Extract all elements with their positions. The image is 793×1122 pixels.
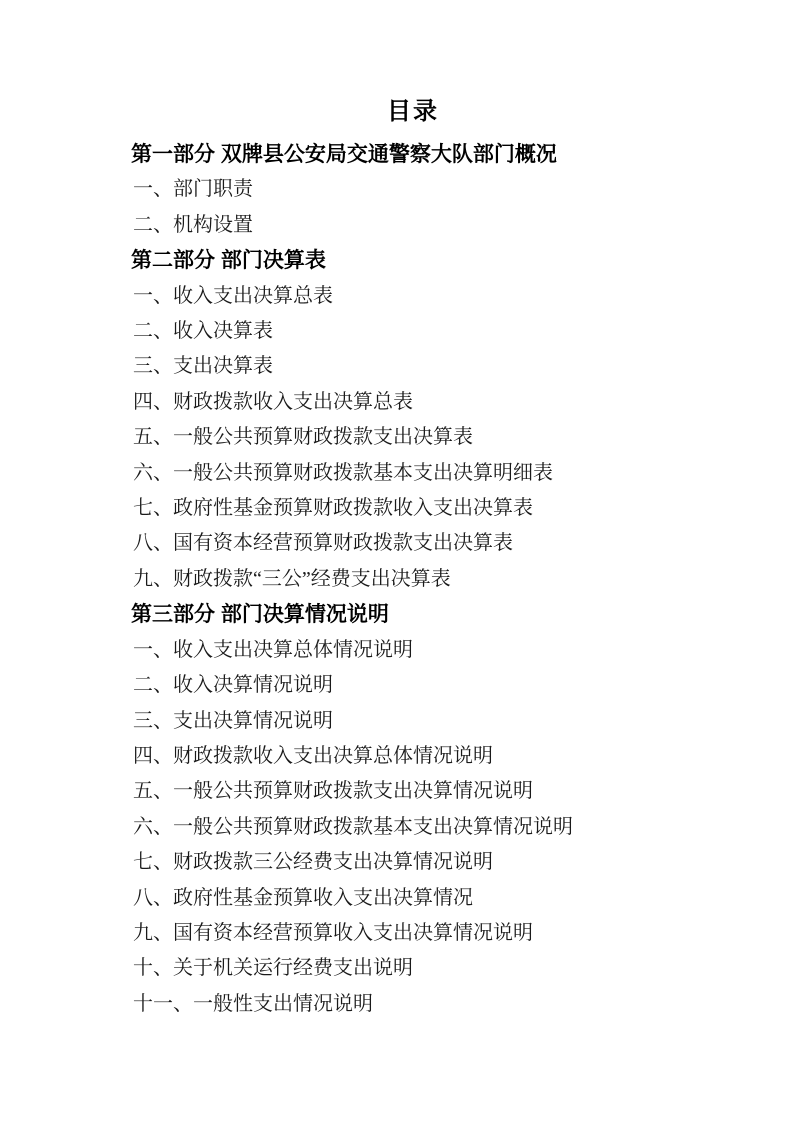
- toc-item: 十、关于机关运行经费支出说明: [133, 957, 413, 980]
- page-title: [137, 97, 689, 127]
- toc-item: 三、支出决算表: [133, 355, 273, 378]
- section-heading: 第二部分 部门决算表: [131, 249, 326, 273]
- toc-item: 七、财政拨款三公经费支出决算情况说明: [133, 851, 493, 874]
- section-heading: 第一部分 双牌县公安局交通警察大队部门概况: [131, 143, 557, 166]
- toc-section-notes: [131, 597, 683, 1022]
- toc-item: 九、国有资本经营预算收入支出决算情况说明: [133, 921, 533, 944]
- toc-item: 四、财政拨款收入支出决算总表: [133, 390, 413, 413]
- toc-item: 四、财政拨款收入支出决算总体情况说明: [133, 744, 493, 767]
- toc-section-overview: [131, 137, 683, 243]
- toc-item: 二、收入决算情况说明: [133, 674, 333, 697]
- toc-item: 一、部门职责: [133, 178, 253, 201]
- toc-section-statements: [131, 243, 683, 597]
- toc-item: 二、机构设置: [133, 213, 253, 236]
- toc-item: 一、收入支出决算总表: [133, 284, 333, 307]
- toc-item: 十一、一般性支出情况说明: [133, 992, 373, 1015]
- toc-item: 五、一般公共预算财政拨款支出决算表: [133, 426, 473, 449]
- toc-item: 八、政府性基金预算收入支出决算情况: [133, 886, 473, 909]
- toc-item: 一、收入支出决算总体情况说明: [133, 638, 413, 661]
- toc-item: 八、国有资本经营预算财政拨款支出决算表: [133, 532, 513, 555]
- section-heading: 第三部分 部门决算情况说明: [131, 603, 389, 627]
- toc-item: 七、政府性基金预算财政拨款收入支出决算表: [133, 497, 533, 520]
- toc-item: 二、收入决算表: [133, 320, 273, 343]
- toc-item: 九、财政拨款“三公”经费支出决算表: [133, 567, 451, 590]
- page-title-text: 目录: [387, 98, 439, 125]
- toc-item: 六、一般公共预算财政拨款基本支出决算明细表: [133, 461, 553, 484]
- toc-item: 六、一般公共预算财政拨款基本支出决算情况说明: [133, 815, 573, 838]
- toc-item: 五、一般公共预算财政拨款支出决算情况说明: [133, 780, 533, 803]
- toc-item: 三、支出决算情况说明: [133, 709, 333, 732]
